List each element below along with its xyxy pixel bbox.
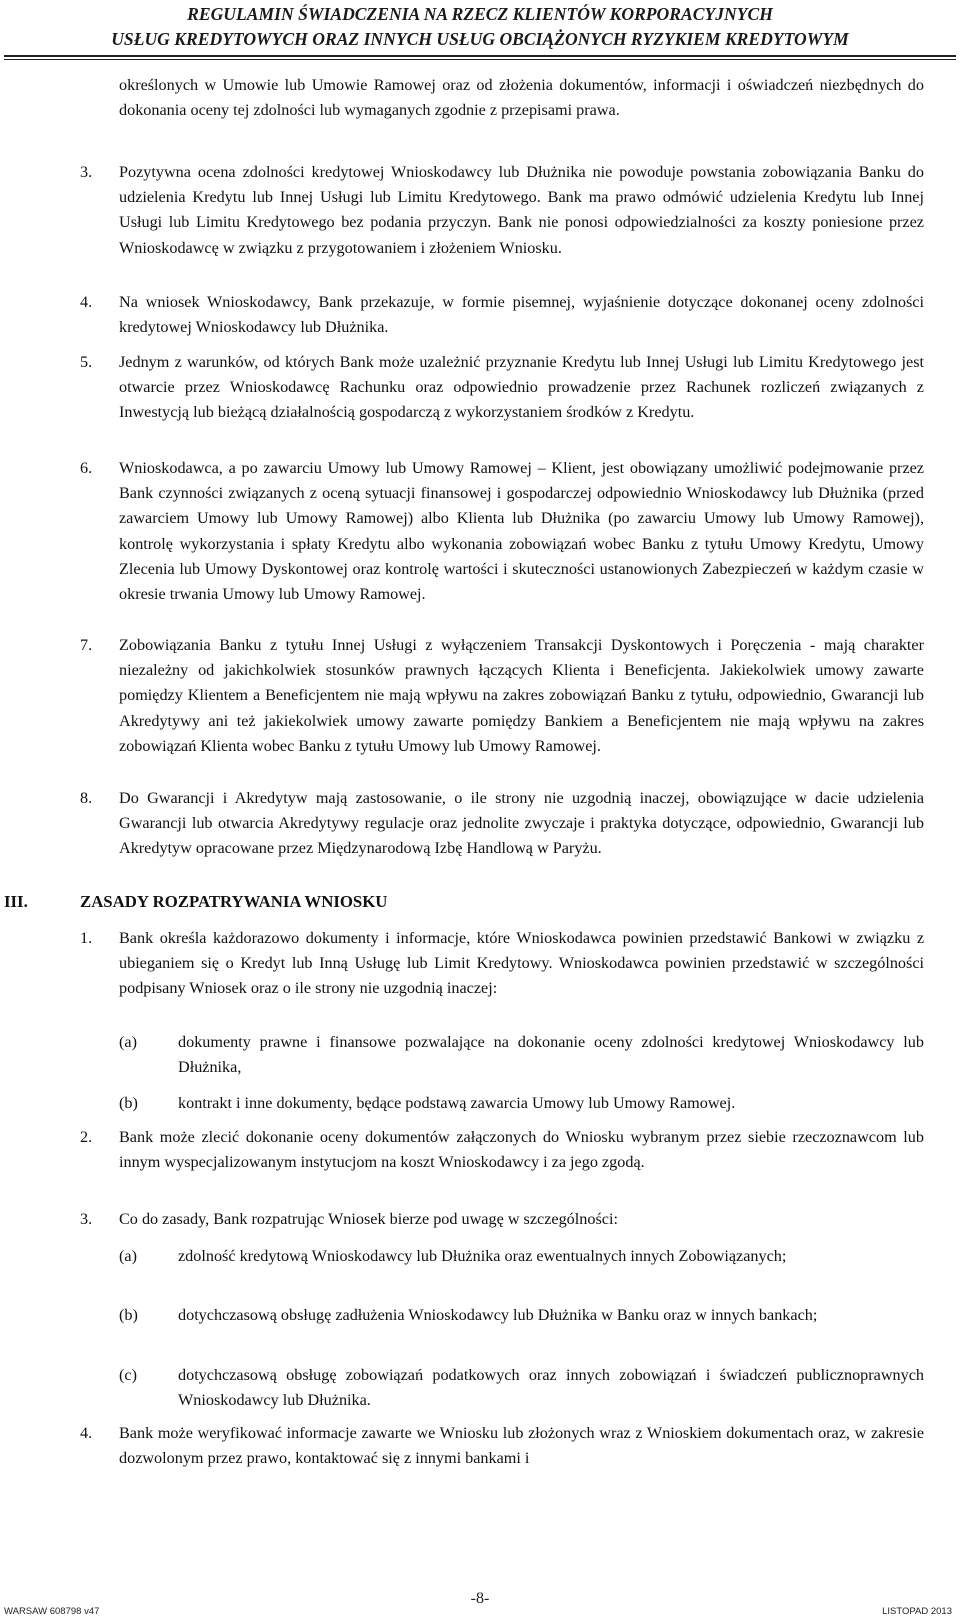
- subpoint-text: dotychczasową obsługę zobowiązań podatkowych oraz innych zobowiązań i świadczeń publicznoprawnych Wnioskodawcy lub Dłużnika.: [178, 1366, 924, 1410]
- header-line-2: USŁUG KREDYTOWYCH ORAZ INNYCH USŁUG OBCIĄŻONYCH RYZYKIEM KREDYTOWYM: [111, 29, 849, 49]
- point-text: Pozytywna ocena zdolności kredytowej Wnioskodawcy lub Dłużnika nie powoduje powstania zobowiązania Banku do udzielenia Kredytu lub Innej Usługi lub Limitu Kredytowego. Bank ma prawo odmówić udzielenia Kredytu lub Innej Usługi lub Limitu Kredytowego bez podania przyczyn. Bank nie ponosi odpowiedzialności za koszty poniesione przez Wnioskodawcę w związku z przygotowaniem i złożeniem Wniosku.: [119, 163, 924, 257]
- subpoint-text: dokumenty prawne i finansowe pozwalające na dokonanie oceny zdolności kredytowej Wnioskodawcy lub Dłużnika,: [178, 1033, 924, 1077]
- subpoint-text: zdolność kredytową Wnioskodawcy lub Dłużnika oraz ewentualnych innych Zobowiązanych;: [178, 1247, 787, 1265]
- header-rule-thin: [4, 59, 956, 60]
- point-number: 3.: [80, 1210, 93, 1228]
- section-title: ZASADY ROZPATRYWANIA WNIOSKU: [80, 892, 388, 911]
- point-text: Jednym z warunków, od których Bank może uzależnić przyznanie Kredytu lub Innej Usługi lub Limitu Kredytowego jest otwarcie przez Wnioskodawcę Rachunku oraz odpowiednio prowadzenie przez Rachunek rozliczeń związanych z Inwestycją lub bieżącą działalnością gospodarczą z wykorzystaniem środków z Kredytu.: [119, 353, 924, 422]
- point-number: 3.: [80, 163, 93, 181]
- point-text: Do Gwarancji i Akredytyw mają zastosowanie, o ile strony nie uzgodnią inaczej, obowiązujące w dacie udzielenia Gwarancji lub otwarcia Akredytywy regulacje oraz jednolite zwyczaje i praktyka dotyczące, odpowiednio, Gwarancji lub Akredytyw opracowane przez Międzynarodową Izbę Handlową w Paryżu.: [119, 789, 924, 858]
- header-rule-thick: [4, 55, 956, 57]
- point-text: Co do zasady, Bank rozpatrując Wniosek bierze pod uwagę w szczególności:: [119, 1210, 618, 1228]
- point-number: 6.: [80, 459, 93, 477]
- subpoint-text: dotychczasową obsługę zadłużenia Wnioskodawcy lub Dłużnika w Banku oraz w innych bankach;: [178, 1306, 818, 1324]
- point-number: 1.: [80, 929, 93, 947]
- point-text: Na wniosek Wnioskodawcy, Bank przekazuje, w formie pisemnej, wyjaśnienie dotyczące dokonanej oceny zdolności kredytowej Wnioskodawcy lub Dłużnika.: [119, 293, 924, 337]
- point-number: 2.: [80, 1128, 93, 1146]
- footer-doc-id: WARSAW 608798 v47: [4, 1606, 100, 1617]
- point-number: 8.: [80, 789, 93, 807]
- point-number: 5.: [80, 353, 93, 371]
- point-text: Bank może weryfikować informacje zawarte we Wniosku lub złożonych wraz z Wnioskiem dokumentach oraz, w zakresie dozwolonym przez prawo, kontaktować się z innymi bankami i: [119, 1424, 924, 1468]
- page-number: -8-: [470, 1590, 490, 1607]
- point-number: 4.: [80, 1424, 93, 1442]
- subpoint-label: (b): [119, 1306, 138, 1324]
- document-header: [0, 2, 960, 52]
- continuation-paragraph: określonych w Umowie lub Umowie Ramowej oraz od złożenia dokumentów, informacji i oświadczeń niezbędnych do dokonania oceny tej zdolności lub wymaganych zgodnie z przepisami prawa.: [119, 76, 924, 120]
- section-number: III.: [4, 892, 28, 911]
- subpoint-label: (a): [119, 1247, 137, 1265]
- point-text: Bank może zlecić dokonanie oceny dokumentów załączonych do Wniosku wybranym przez siebie rzeczoznawcom lub innym wyspecjalizowanym instytucjom na koszt Wnioskodawcy i za jego zgodą.: [119, 1128, 924, 1172]
- subpoint-text: kontrakt i inne dokumenty, będące podstawą zawarcia Umowy lub Umowy Ramowej.: [178, 1094, 736, 1112]
- point-number: 7.: [80, 636, 93, 654]
- header-line-1: REGULAMIN ŚWIADCZENIA NA RZECZ KLIENTÓW KORPORACYJNYCH: [187, 4, 773, 24]
- subpoint-label: (b): [119, 1094, 138, 1112]
- point-text: Wnioskodawca, a po zawarciu Umowy lub Umowy Ramowej – Klient, jest obowiązany umożliwić podejmowanie przez Bank czynności związanych z oceną sytuacji finansowej i gospodarczej odpowiednio Wnioskodawcy lub Dłużnika (przed zawarciem Umowy lub Umowy Ramowej) albo Klienta lub Dłużnika (po zawarciu Umowy lub Umowy Ramowej), kontrolę wykorzystania i spłaty Kredytu albo wykonania zobowiązań wobec Banku z tytułu Umowy Kredytu, Umowy Zlecenia lub Umowy Dyskontowej oraz kontrolę wartości i skuteczności ustanowionych Zabezpieczeń w każdym czasie w okresie trwania Umowy lub Umowy Ramowej.: [119, 459, 924, 604]
- footer-date: LISTOPAD 2013: [882, 1606, 952, 1617]
- subpoint-label: (a): [119, 1033, 137, 1051]
- point-text: Zobowiązania Banku z tytułu Innej Usługi z wyłączeniem Transakcji Dyskontowych i Poręczenia - mają charakter niezależny od jakichkolwiek stosunków prawnych łączących Klienta i Beneficjenta. Jakiekolwiek umowy zawarte pomiędzy Klientem a Beneficjentem nie mają wpływu na zakres zobowiązań Banku z tytułu, odpowiednio, Gwarancji lub Akredytywy ani też jakiekolwiek umowy zawarte pomiędzy Bankiem a Beneficjentem nie mają wpływu na zakres zobowiązań Klienta wobec Banku z tytułu Umowy lub Umowy Ramowej.: [119, 636, 924, 755]
- point-text: Bank określa każdorazowo dokumenty i informacje, które Wnioskodawca powinien przedstawić Bankowi w związku z ubieganiem się o Kredyt lub Inną Usługę lub Limit Kredytowy. Wnioskodawca powinien przedstawić w szczególności podpisany Wniosek oraz o ile strony nie uzgodnią inaczej:: [119, 929, 924, 998]
- point-number: 4.: [80, 293, 93, 311]
- subpoint-label: (c): [119, 1366, 137, 1384]
